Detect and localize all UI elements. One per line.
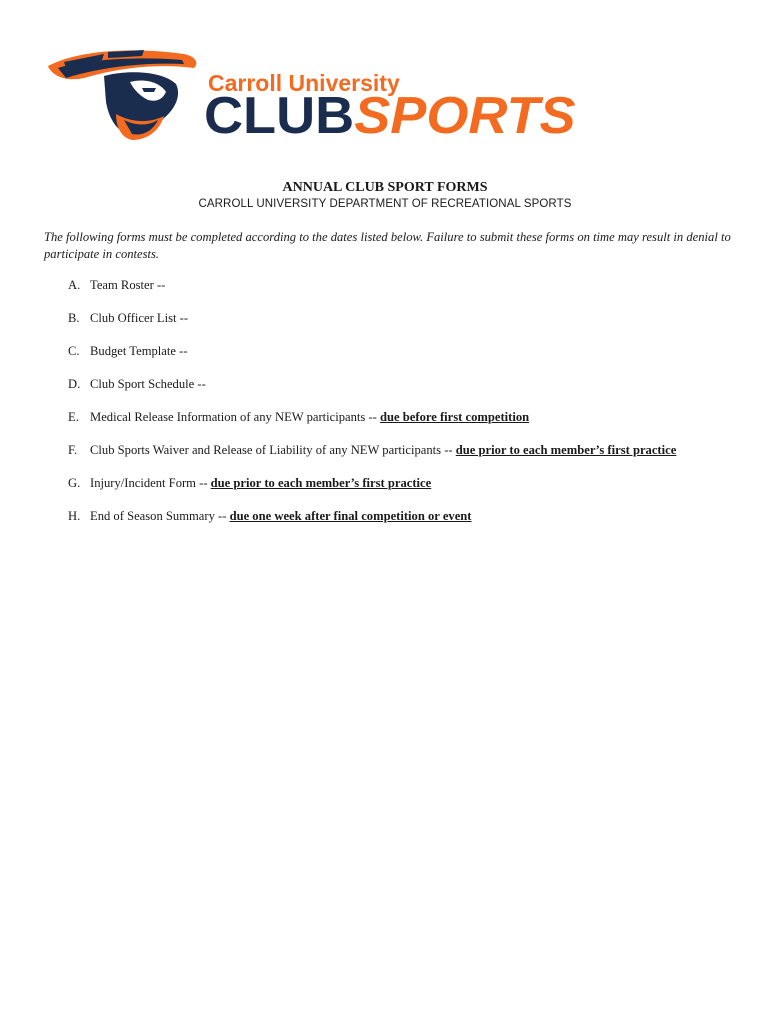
intro-paragraph: The following forms must be completed according to the dates listed below. Failure to submit these forms on time may result in denial to participate in contests. bbox=[44, 230, 731, 261]
form-item-text: Team Roster -- bbox=[90, 278, 166, 292]
form-item bbox=[68, 442, 708, 459]
form-item-letter: G. bbox=[68, 476, 81, 490]
form-item bbox=[68, 376, 708, 393]
form-item-text: Medical Release Information of any NEW participants -- bbox=[90, 410, 381, 424]
form-item-text: Injury/Incident Form -- bbox=[90, 476, 211, 490]
form-item-text: Club Sport Schedule -- bbox=[90, 377, 206, 391]
logo-club-sports bbox=[204, 87, 576, 145]
form-item-text: Club Officer List -- bbox=[90, 311, 189, 325]
form-item-text: Club Sports Waiver and Release of Liability of any NEW participants -- bbox=[90, 443, 456, 457]
form-item-letter: B. bbox=[68, 311, 80, 325]
form-item-text: Budget Template -- bbox=[90, 344, 188, 358]
form-item bbox=[68, 343, 708, 360]
form-item-letter: F. bbox=[68, 443, 78, 457]
form-item-due-date: due before first competition bbox=[380, 410, 530, 424]
pioneer-mascot-icon bbox=[44, 44, 214, 144]
form-item-letter: A. bbox=[68, 278, 81, 292]
form-item bbox=[68, 508, 708, 525]
logo-sports-word: SPORTS bbox=[354, 87, 576, 145]
form-item bbox=[68, 277, 708, 294]
page-subtitle: CARROLL UNIVERSITY DEPARTMENT OF RECREATIONAL SPORTS bbox=[198, 198, 572, 210]
form-item-due-date: due prior to each member’s first practice bbox=[455, 443, 677, 457]
form-item bbox=[68, 475, 708, 492]
club-sports-logo bbox=[44, 44, 664, 144]
form-item-letter: H. bbox=[68, 509, 81, 523]
form-item-letter: D. bbox=[68, 377, 81, 391]
logo-club-word: CLUB bbox=[204, 87, 355, 145]
form-item-due-date: due prior to each member’s first practice bbox=[210, 476, 432, 490]
forms-list bbox=[68, 277, 708, 541]
logo-university-name: Carroll University bbox=[208, 70, 400, 96]
form-item-letter: E. bbox=[68, 410, 79, 424]
form-item-text: End of Season Summary -- bbox=[90, 509, 230, 523]
form-item-letter: C. bbox=[68, 344, 80, 358]
form-item bbox=[68, 310, 708, 327]
form-item bbox=[68, 409, 708, 426]
page-title: ANNUAL CLUB SPORT FORMS bbox=[282, 180, 488, 195]
form-item-due-date: due one week after final competition or event bbox=[229, 509, 472, 523]
